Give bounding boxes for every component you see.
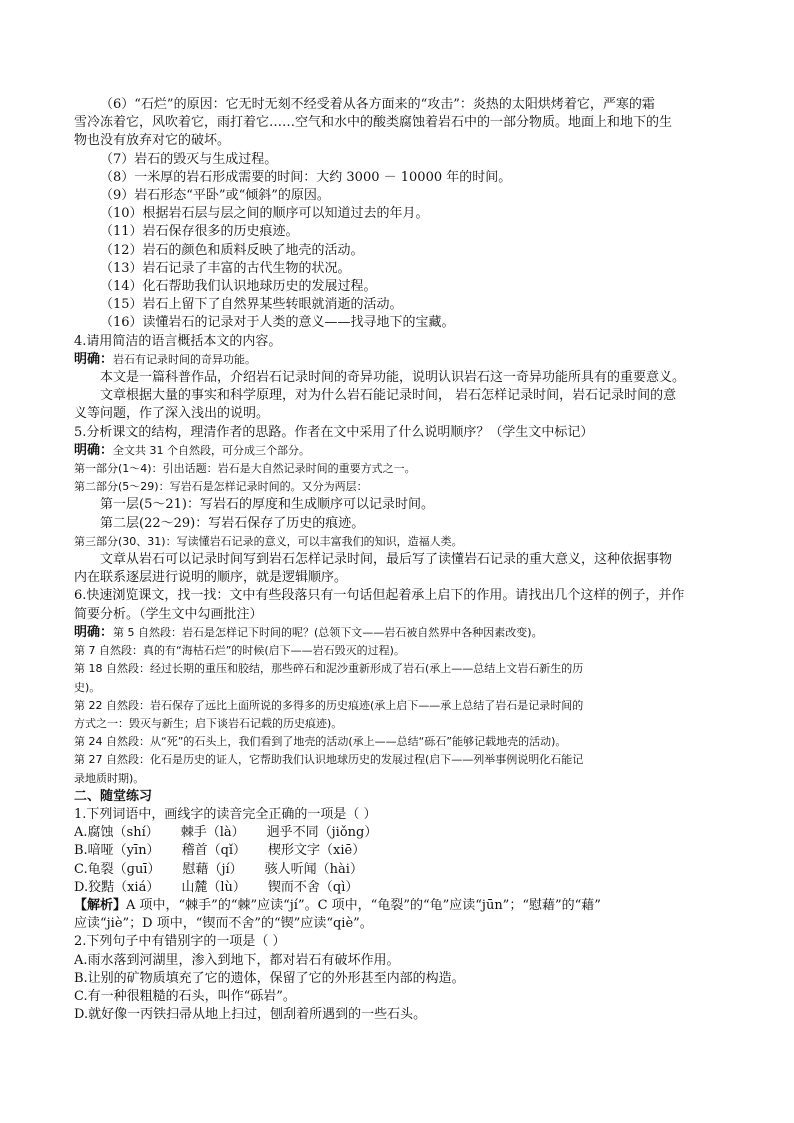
point-item: （14）化石帮助我们认识地球历史的发展过程。 bbox=[100, 279, 377, 295]
option-c: C.龟裂（ɡuī） 慰藉（jí） 骇人听闻（hài） bbox=[74, 861, 363, 877]
paragraph: 本文是一篇科普作品，介绍岩石记录时间的奇异功能，说明认识岩石这一奇异功能所具有的重要意义。 bbox=[100, 370, 686, 386]
reason-line: （6）“石烂”的原因：它无时无刻不经受着从各方面来的“攻击”：炎热的太阳烘烤着它，严寒的霜 bbox=[100, 97, 655, 112]
answer-item: 第 18 自然段：经过长期的重压和胶结，那些碎石和泥沙重新形成了岩石(承上——总结上文岩石新生的历 bbox=[74, 662, 584, 676]
analysis bbox=[74, 897, 724, 915]
point-item: （12）岩石的颜色和质料反映了地壳的活动。 bbox=[100, 242, 364, 258]
structure-layer: 第二层(22～29)：写岩石保存了历史的痕迹。 bbox=[100, 515, 365, 531]
point-item: （7）岩石的毁灭与生成过程。 bbox=[100, 151, 278, 167]
paragraph: 义等问题，作了深入浅出的说明。 bbox=[74, 406, 270, 422]
point-item: （9）岩石形态“平卧”或“倾斜”的原因。 bbox=[100, 188, 330, 204]
reason-line: 物也没有放弃对它的破坏。 bbox=[74, 133, 231, 149]
option-b: B.让别的矿物质填充了它的遗体，保留了它的外形甚至内部的构造。 bbox=[74, 970, 465, 986]
answer-label: 明确： bbox=[74, 624, 114, 640]
paragraph: 文章从岩石可以记录时间写到岩石怎样记录时间，最后写了读懂岩石记录的重大意义，这种依据事物 bbox=[100, 552, 673, 568]
reason-line: 雪冷冻着它，风吹着它，雨打着它……空气和水中的酸类腐蚀着岩石中的一部分物质。地面上和地下的生 bbox=[74, 115, 673, 131]
option-c: C.有一种很粗糙的石头，叫作“砾岩”。 bbox=[74, 988, 296, 1004]
question-5: 5.分析课文的结构，理清作者的思路。作者在文中采用了什么说明顺序？（学生文中标记） bbox=[74, 424, 594, 440]
structure-part: 第一部分(1～4)：引出话题：岩石是大自然记录时间的重要方式之一。 bbox=[74, 462, 416, 476]
option-d: D.狡黠（xiá） 山麓（lù） 锲而不舍（qì） bbox=[74, 879, 359, 895]
answer-text: 第 5 自然段：岩石是怎样记下时间的呢？(总领下文——岩石被自然界中各种因素改变)。 bbox=[113, 625, 543, 639]
question-6: 简要分析。（学生文中勾画批注） bbox=[74, 606, 263, 622]
answer-label: 明确： bbox=[74, 351, 114, 367]
point-item: （15）岩石上留下了自然界某些转眼就消逝的活动。 bbox=[100, 297, 403, 313]
paragraph: 文章根据大量的事实和科学原理，对为什么岩石能记录时间， 岩石怎样记录时间，岩石记录时间的意 bbox=[100, 388, 677, 404]
answer-text: 全文共 31 个自然段，可分成三个部分。 bbox=[113, 443, 311, 457]
paragraph: 内在联系逐层进行说明的顺序，就是逻辑顺序。 bbox=[74, 570, 348, 586]
option-a: A.腐蚀（shí） 棘手（là） 迥乎不同（jiǒng） bbox=[74, 825, 378, 841]
answer-item: 第 27 自然段：化石是历史的证人，它帮助我们认识地球历史的发展过程(启下——列举事例说明化石能记 bbox=[74, 753, 584, 767]
answer-item: 方式之一：毁灭与新生；启下谈岩石记载的历史痕迹)。 bbox=[74, 716, 343, 730]
question-6: 6.快速浏览课文，找一找：文中有些段落只有一句话但起着承上启下的作用。请找出几个这样的例子，并作 bbox=[74, 588, 685, 604]
exercise-question-1: 1.下列词语中，画线字的读音完全正确的一项是（ ） bbox=[74, 806, 377, 822]
answer-item: 录地质时期)。 bbox=[74, 771, 145, 785]
structure-layer: 第一层(5～21)：写岩石的厚度和生成顺序可以记录时间。 bbox=[100, 497, 434, 513]
analysis-label: 【解析】 bbox=[74, 897, 127, 913]
point-item: （11）岩石保存很多的历史痕迹。 bbox=[100, 224, 299, 240]
question-4: 4.请用简洁的语言概括本文的内容。 bbox=[74, 333, 282, 349]
structure-part: 第二部分(5～29)：写岩石是怎样记录时间的。又分为两层： bbox=[74, 480, 368, 494]
answer-item: 第 24 自然段：从“死”的石头上，我们看到了地壳的活动(承上——总结“砾石”能够记载地壳的活动)。 bbox=[74, 735, 567, 749]
answer-4 bbox=[74, 351, 724, 369]
option-d: D.就好像一丙铁扫帚从地上扫过，刨刮着所遇到的一些石头。 bbox=[74, 1007, 427, 1023]
answer-label: 明确： bbox=[74, 442, 114, 458]
analysis-text: 应读“jiè”；D 项中，“锲而不舍”的“锲”应读“qiè”。 bbox=[74, 916, 373, 932]
point-item: （16）读懂岩石的记录对于人类的意义——找寻地下的宝藏。 bbox=[100, 315, 455, 331]
answer-text: 岩石有记录时间的奇异功能。 bbox=[113, 352, 257, 366]
point-item: （13）岩石记录了丰富的古代生物的状况。 bbox=[100, 260, 351, 276]
point-item: （8）一米厚的岩石形成需要的时间：大约 3000 － 10000 年的时间。 bbox=[100, 169, 512, 185]
analysis-text: A 项中，“棘手”的“棘”应读“jí”。C 项中，“龟裂”的“龟”应读“jūn”；“慰藉”的“藉” bbox=[126, 897, 601, 913]
document-page bbox=[74, 96, 724, 1024]
structure-part: 第三部分(30、31)：写读懂岩石记录的意义，可以丰富我们的知识，造福人类。 bbox=[74, 534, 463, 548]
point-item: （10）根据岩石层与层之间的顺序可以知道过去的年月。 bbox=[100, 206, 429, 222]
section-title: 二、随堂练习 bbox=[74, 788, 153, 804]
option-b: B.喑哑（yīn） 稽首（qǐ） 楔形文字（xiē） bbox=[74, 843, 366, 859]
exercise-question-2: 2.下列句子中有错别字的一项是（ ） bbox=[74, 934, 286, 950]
answer-item: 史)。 bbox=[74, 680, 101, 694]
option-a: A.雨水落到河湖里，渗入到地下，都对岩石有破坏作用。 bbox=[74, 952, 400, 968]
answer-6 bbox=[74, 624, 724, 642]
answer-5 bbox=[74, 442, 724, 460]
answer-item: 第 22 自然段：岩石保存了远比上面所说的多得多的历史痕迹(承上启下——承上总结了岩石是记录时间的 bbox=[74, 698, 584, 712]
answer-item: 第 7 自然段：真的有“海枯石烂”的时候(启下——岩石毁灭的过程)。 bbox=[74, 644, 405, 658]
